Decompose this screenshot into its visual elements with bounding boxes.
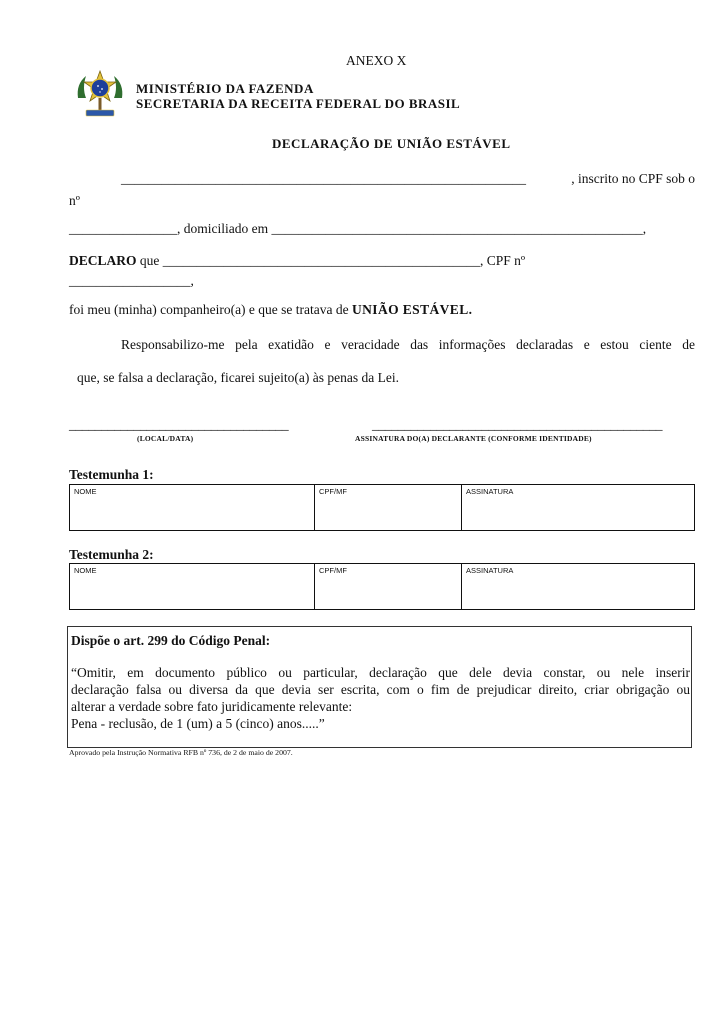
penal-quote-line-3: alterar a verdade sobre fato juridicamente relevante: [71, 699, 353, 714]
penal-code-box [67, 626, 692, 748]
declaro-que: que [139, 253, 160, 268]
witness-1-title: Testemunha 1: [69, 467, 154, 482]
witness-2-cpf-label: CPF/MF [319, 566, 347, 575]
secretariat-name: SECRETARIA DA RECEITA FEDERAL DO BRASIL [136, 96, 461, 111]
penal-quote-line-4: Pena - reclusão, de 1 (um) a 5 (cinco) anos.....” [71, 716, 325, 731]
witness-1-name-field[interactable] [70, 485, 315, 531]
responsibility-line-2: que, se falsa a declaração, ficarei sujeito(a) às penas da Lei. [77, 370, 399, 385]
witness-1-table [69, 484, 695, 531]
approval-footnote: Aprovado pela Instrução Normativa RFB nº 736, de 2 de maio de 2007. [69, 748, 293, 757]
witness-1-cpf-label: CPF/MF [319, 487, 347, 496]
brazil-coat-of-arms-icon [72, 68, 128, 122]
declarant-name-blank: ____________________________________________________________ [121, 171, 526, 186]
witness-2-title: Testemunha 2: [69, 547, 154, 562]
declaro-line [69, 253, 525, 269]
responsibility-line-1: Responsabilizo-me pela exatidão e veracidade das informações declaradas e estou ciente de [121, 337, 695, 352]
witness-1-cpf-field[interactable] [315, 485, 462, 531]
penal-quote-line-2: declaração falsa ou diversa da que devia ser escrita, com o fim de prejudicar direito, criar obrigação ou [71, 682, 690, 697]
cpf-intro-text: , inscrito no CPF sob o [571, 171, 695, 186]
local-date-line: __________________________________ [69, 417, 289, 432]
document-title: DECLARAÇÃO DE UNIÃO ESTÁVEL [272, 136, 511, 151]
penal-quote-line-1: “Omitir, em documento público ou particular, declaração que dele devia constar, ou nele inserir [71, 665, 690, 680]
cpf-number-label: nº [69, 193, 80, 208]
annex-label: ANEXO X [346, 53, 407, 68]
penal-heading: Dispõe o art. 299 do Código Penal: [71, 633, 271, 648]
domicile-label: , domiciliado em [177, 221, 269, 236]
witness-1-signature-label: ASSINATURA [466, 487, 514, 496]
signature-line: _____________________________________________ [372, 417, 663, 432]
domicile-blank: _______________________________________________________, [271, 221, 647, 236]
cpf-blank: ________________ [69, 221, 177, 236]
witness-2-table [69, 563, 695, 610]
declarant-name-line [121, 171, 695, 187]
witness-2-cpf-field[interactable] [315, 564, 462, 610]
witness-1-signature-field[interactable] [462, 485, 695, 531]
witness-2-signature-field[interactable] [462, 564, 695, 610]
witness-1-name-label: NOME [74, 487, 97, 496]
domicile-line [69, 221, 646, 237]
union-statement-text: foi meu (minha) companheiro(a) e que se tratava de [69, 302, 349, 317]
union-statement [69, 302, 472, 318]
union-statement-bold: UNIÃO ESTÁVEL. [352, 302, 473, 317]
local-date-label: (LOCAL/DATA) [137, 434, 194, 443]
partner-name-blank: _______________________________________________ [162, 253, 481, 268]
witness-2-name-label: NOME [74, 566, 97, 575]
witness-2-signature-label: ASSINATURA [466, 566, 514, 575]
partner-cpf-blank: __________________, [69, 273, 194, 288]
ministry-name: MINISTÉRIO DA FAZENDA [136, 81, 314, 96]
partner-cpf-label: , CPF nº [480, 253, 526, 268]
signature-label: ASSINATURA DO(A) DECLARANTE (CONFORME IDENTIDADE) [355, 434, 592, 443]
declaro-keyword: DECLARO [69, 253, 137, 268]
witness-2-name-field[interactable] [70, 564, 315, 610]
